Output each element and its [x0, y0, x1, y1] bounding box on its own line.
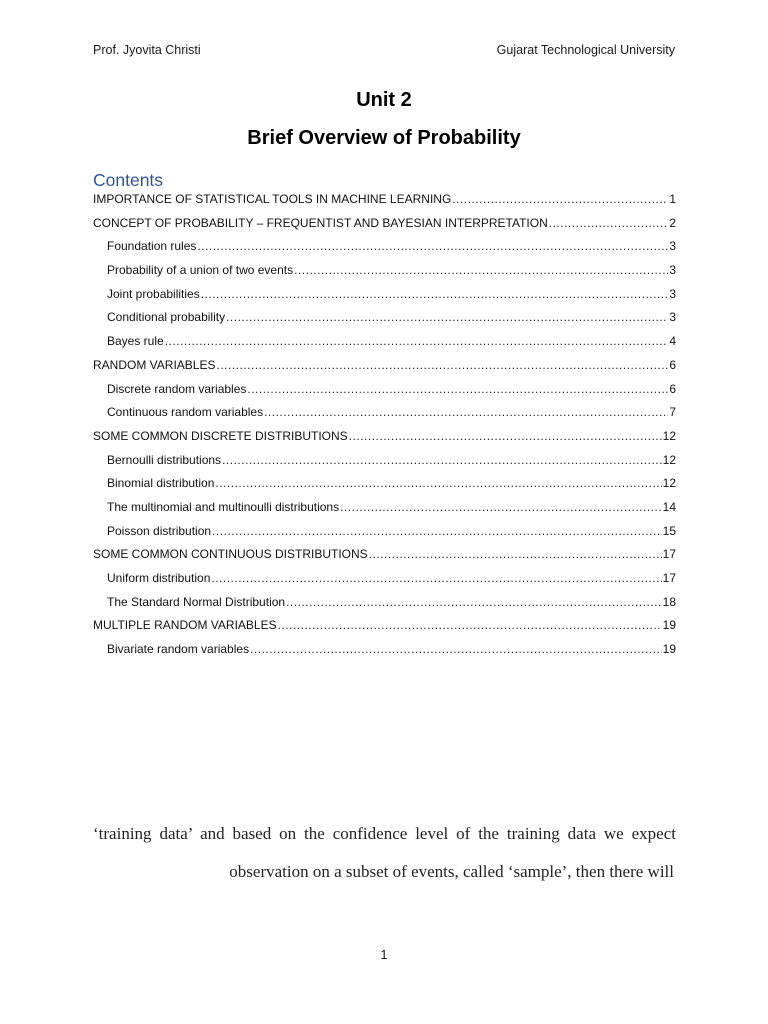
toc-entry[interactable] [93, 571, 676, 595]
toc-dot-leader [211, 571, 661, 585]
toc-dot-leader [226, 310, 668, 324]
toc-dot-leader [197, 239, 668, 253]
header-author: Prof. Jyovita Christi [93, 43, 201, 57]
toc-entry-label: Binomial distribution [107, 476, 215, 491]
toc-entry-label: Probability of a union of two events [107, 263, 294, 278]
toc-entry-label: Joint probabilities [107, 286, 200, 301]
body-text-line: ‘training data’ and based on the confidence level of the training data we expect [93, 824, 676, 843]
toc-entry[interactable] [93, 239, 676, 263]
toc-dot-leader [215, 476, 661, 490]
toc-entry[interactable] [93, 334, 676, 358]
toc-dot-leader [264, 405, 668, 419]
toc-entry[interactable] [93, 500, 676, 524]
toc-entry[interactable] [93, 524, 676, 548]
toc-entry-page: 12 [662, 452, 676, 467]
toc-dot-leader [165, 334, 669, 348]
toc-entry-page: 6 [669, 381, 676, 396]
toc-entry-page: 17 [662, 547, 676, 562]
toc-entry-label: IMPORTANCE OF STATISTICAL TOOLS IN MACHINE LEARNING [93, 192, 452, 206]
toc-entry-label: Foundation rules [107, 239, 197, 254]
toc-entry[interactable] [93, 405, 676, 429]
toc-entry-label: The multinomial and multinoulli distributions [107, 499, 340, 514]
toc-entry-label: SOME COMMON DISCRETE DISTRIBUTIONS [93, 428, 348, 443]
toc-entry[interactable] [93, 595, 676, 619]
toc-dot-leader [549, 216, 669, 230]
page-number: 1 [380, 948, 388, 962]
toc-entry[interactable] [93, 476, 676, 500]
toc-dot-leader [294, 263, 668, 277]
toc-entry-page: 6 [669, 357, 676, 372]
toc-entry-page: 7 [669, 405, 676, 420]
toc-entry-page: 18 [662, 594, 676, 609]
toc-dot-leader [349, 429, 662, 443]
toc-entry[interactable] [93, 358, 676, 382]
toc-entry-label: SOME COMMON CONTINUOUS DISTRIBUTIONS [93, 547, 368, 562]
toc-dot-leader [222, 453, 662, 467]
toc-entry-label: CONCEPT OF PROBABILITY – FREQUENTIST AND BAYESIAN INTERPRETATION [93, 215, 548, 230]
toc-dot-leader [278, 618, 662, 632]
toc-entry-page: 4 [669, 334, 676, 349]
toc-entry-page: 3 [669, 263, 676, 278]
toc-entry-label: Poisson distribution [107, 523, 212, 538]
toc-entry-page: 12 [662, 428, 676, 443]
toc-entry-page: 19 [662, 618, 676, 633]
toc-dot-leader [216, 358, 668, 372]
toc-entry-label: Bayes rule [107, 334, 164, 349]
toc-entry[interactable] [93, 310, 676, 334]
toc-entry-page: 14 [662, 499, 676, 514]
toc-entry-label: Conditional probability [107, 310, 226, 325]
toc-entry[interactable] [93, 429, 676, 453]
toc-entry-label: RANDOM VARIABLES [93, 357, 216, 372]
toc-dot-leader [201, 287, 669, 301]
toc-entry-page: 12 [662, 476, 676, 491]
toc-entry-page: 3 [669, 239, 676, 254]
toc-dot-leader [286, 595, 662, 609]
toc-entry[interactable] [93, 192, 676, 216]
toc-entry[interactable] [93, 216, 676, 240]
table-of-contents [93, 192, 676, 666]
toc-entry-page: 15 [662, 523, 676, 538]
toc-entry-label: Discrete random variables [107, 381, 247, 396]
toc-entry-label: Uniform distribution [107, 571, 211, 585]
toc-dot-leader [247, 382, 668, 396]
toc-entry-page: 3 [669, 310, 676, 325]
toc-entry-label: Continuous random variables [107, 405, 264, 420]
toc-entry[interactable] [93, 263, 676, 287]
toc-dot-leader [369, 547, 662, 561]
toc-entry-page: 3 [669, 286, 676, 301]
toc-entry[interactable] [93, 642, 676, 666]
toc-dot-leader [340, 500, 662, 514]
toc-entry-label: Bivariate random variables [107, 642, 250, 657]
toc-entry-page: 1 [669, 192, 676, 206]
toc-entry-page: 2 [669, 215, 676, 230]
unit-title: Unit 2 [356, 89, 412, 111]
toc-dot-leader [452, 192, 668, 206]
toc-dot-leader [212, 524, 662, 538]
toc-entry-page: 19 [662, 642, 676, 657]
toc-entry-label: The Standard Normal Distribution [107, 594, 286, 609]
toc-entry-page: 17 [662, 571, 676, 585]
toc-entry[interactable] [93, 453, 676, 477]
toc-entry[interactable] [93, 547, 676, 571]
toc-entry-label: MULTIPLE RANDOM VARIABLES [93, 618, 277, 633]
toc-entry[interactable] [93, 287, 676, 311]
header-institution: Gujarat Technological University [496, 43, 675, 57]
toc-dot-leader [250, 642, 662, 656]
contents-heading: Contents [93, 170, 164, 190]
toc-entry-label: Bernoulli distributions [107, 452, 222, 467]
toc-entry[interactable] [93, 382, 676, 406]
body-text-line: observation on a subset of events, called ‘sample’, then there will [229, 862, 674, 881]
page-title: Brief Overview of Probability [247, 127, 521, 149]
toc-entry[interactable] [93, 618, 676, 642]
